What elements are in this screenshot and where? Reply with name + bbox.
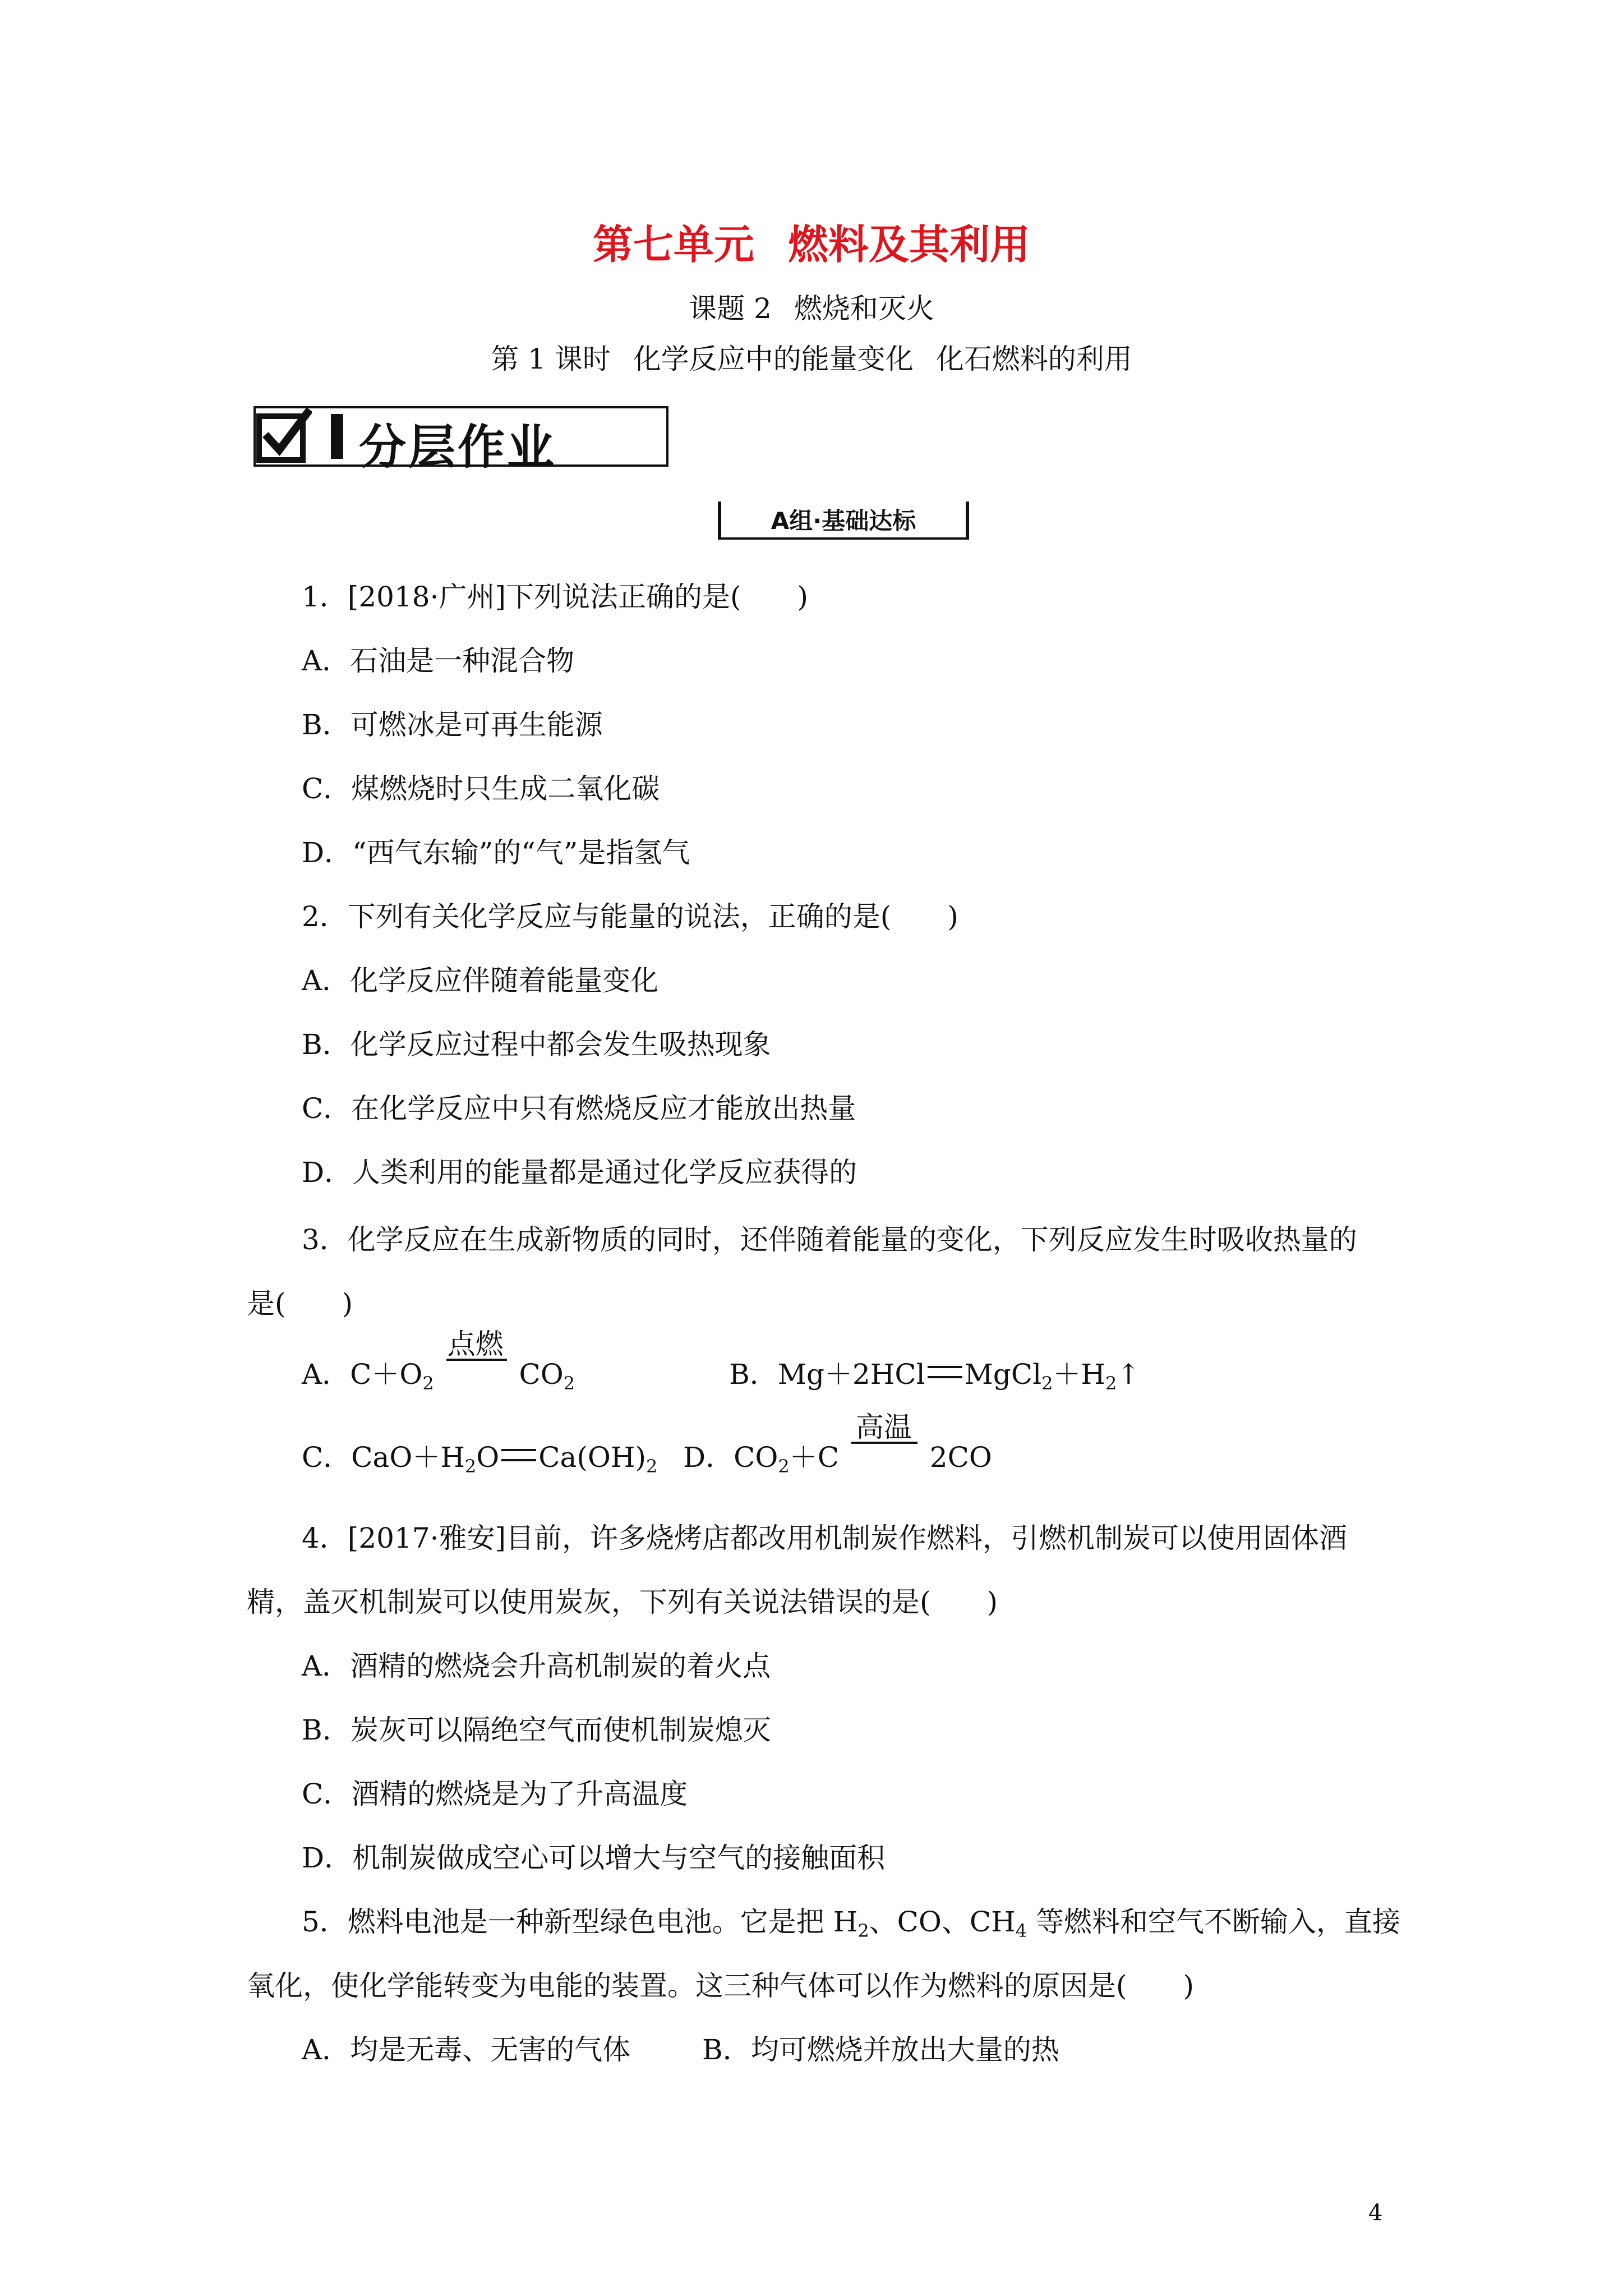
q3-option-a [302,1328,575,1394]
q4-option-b: B．炭灰可以隔绝空气而使机制炭熄灭 [302,1714,771,1746]
q3-a-condition-arrow [443,1328,510,1391]
q3-stem-line1: 3．化学反应在生成新物质的同时，还伴随着能量的变化，下列反应发生时吸收热量的 [302,1223,1357,1256]
q4-option-c: C．酒精的燃烧是为了升高温度 [302,1778,688,1810]
q5-stem-line1 [302,1905,1400,1939]
q3-a-reactants: A．C＋O [302,1358,423,1391]
q3-option-d [683,1411,992,1477]
q3-b-equals-sign [928,1366,962,1378]
q4-option-d: D．机制炭做成空心可以增大与空气的接触面积 [302,1842,886,1874]
q3-d-plus: ＋C [789,1441,839,1474]
q5-option-a: A．均是无毒、无害的气体 [302,2033,631,2066]
unit-name: 燃料及其利用 [788,220,1031,268]
period-number: 第 1 课时 [491,343,611,375]
q1-option-b: B．可燃冰是可再生能源 [302,708,603,741]
q3-c-equals-sign [501,1449,536,1461]
q1-option-a: A．石油是一种混合物 [302,645,575,677]
q1-stem: 1．[2018·广州]下列说法正确的是( ) [302,581,808,613]
lesson-subtitle [0,286,1623,326]
q2-option-b: B．化学反应过程中都会发生吸热现象 [302,1028,771,1061]
q3-a-product-sub: 2 [563,1373,575,1394]
lesson-number: 课题 2 [689,292,772,325]
q3-c-sub1: 2 [464,1456,477,1477]
q3-d-product: 2CO [929,1441,992,1474]
q3-b-product: MgCl [964,1358,1042,1391]
unit-number: 第七单元 [592,220,754,268]
q3-b-plus: ＋H [1053,1358,1106,1391]
q5-stem-part3: 等燃料和空气不断输入，直接 [1027,1906,1401,1938]
q3-c-product: Ca(OH) [538,1441,646,1474]
q5-stem-part2: 、CO、CH [869,1906,1016,1938]
q4-stem-line1: 4．[2017·雅安]目前，许多烧烤店都改用机制炭作燃料，引燃机制炭可以使用固体酒 [302,1522,1347,1554]
period-topic-2: 化石燃料的利用 [935,343,1132,375]
banner-title: 分层作业 [359,420,557,475]
q3-stem-line2: 是( ) [247,1287,353,1320]
q2-option-a: A．化学反应伴随着能量变化 [302,964,659,997]
q3-d-condition: 高温 [855,1411,912,1443]
lesson-name: 燃烧和灭火 [794,292,934,325]
q3-c-mid: O [476,1441,500,1474]
q5-stem-part1: 5．燃料电池是一种新型绿色电池。它是把 H [302,1906,858,1938]
q3-d-sub: 2 [778,1456,790,1477]
q4-option-a: A．酒精的燃烧会升高机制炭的着火点 [302,1650,771,1682]
q5-stem-sub1: 2 [857,1920,869,1941]
q3-a-condition: 点燃 [447,1328,504,1360]
q3-b-sub2: 2 [1105,1373,1117,1394]
q3-a-product: CO [519,1358,564,1391]
q5-stem-line2: 氧化，使化学能转变为电能的装置。这三种气体可以作为燃料的原因是( ) [247,1970,1195,2002]
q3-c-reactants: C．CaO＋H [302,1441,465,1474]
q2-stem: 2．下列有关化学反应与能量的说法，正确的是( ) [302,900,958,933]
q3-option-c [302,1441,658,1477]
q2-option-c: C．在化学反应中只有燃烧反应才能放出热量 [302,1092,856,1125]
q2-option-d: D．人类利用的能量都是通过化学反应获得的 [302,1156,857,1189]
q3-c-sub2: 2 [645,1456,658,1477]
page-number: 4 [1368,2200,1383,2226]
banner-divider [331,414,343,459]
q3-d-reactants: D．CO [683,1441,778,1474]
q3-b-reactants: B．Mg＋2HCl [729,1358,925,1391]
q1-option-c: C．煤燃烧时只生成二氧化碳 [302,772,660,805]
q3-option-b [729,1358,1141,1394]
q3-a-sub: 2 [422,1373,434,1394]
q5-option-b: B．均可燃烧并放出大量的热 [702,2033,1059,2066]
q4-stem-line2: 精，盖灭机制炭可以使用炭灰，下列有关说法错误的是( ) [247,1586,998,1618]
up-arrow-icon: ↑ [1117,1358,1141,1391]
q3-b-sub1: 2 [1041,1373,1053,1394]
q1-option-d: D．“西气东输”的“气”是指氢气 [302,836,690,869]
group-label: A组·基础达标 [771,507,916,535]
unit-title [0,212,1623,270]
q5-stem-sub2: 4 [1015,1920,1027,1941]
period-topic-1: 化学反应中的能量变化 [633,343,914,375]
period-subtitle [0,337,1623,377]
q3-d-condition-arrow [848,1411,921,1474]
